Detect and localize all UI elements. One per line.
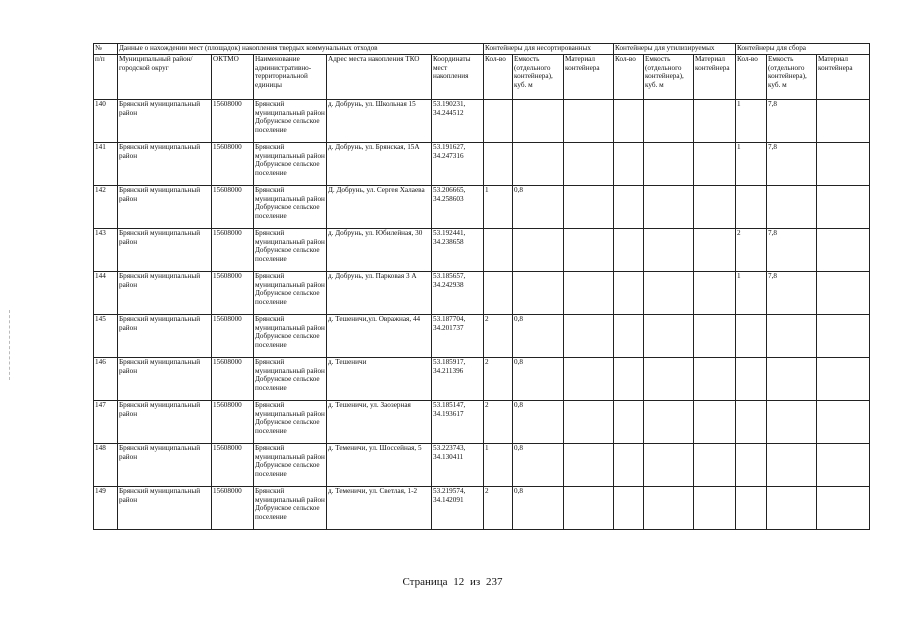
cell-admin-unit: Брянский муниципальный район Добрунское сельское поселение xyxy=(254,272,327,315)
cell-num: 144 xyxy=(94,272,118,315)
cell-coords: 53.192441, 34.238658 xyxy=(432,229,484,272)
cell-unsorted-capacity: 0,8 xyxy=(513,401,564,444)
cell-collect-capacity xyxy=(767,358,817,401)
header-district: Муниципальный район/городской округ xyxy=(118,55,212,100)
cell-recycle-count xyxy=(614,229,644,272)
cell-recycle-capacity xyxy=(644,487,694,530)
header-num: № xyxy=(94,44,118,55)
cell-recycle-count xyxy=(614,401,644,444)
cell-collect-material xyxy=(817,143,870,186)
header-oktmo: ОКТМО xyxy=(212,55,254,100)
cell-oktmo: 15608000 xyxy=(212,401,254,444)
cell-district: Брянский муниципальный район xyxy=(118,143,212,186)
cell-address: д. Тешеничи xyxy=(327,358,432,401)
cell-unsorted-material xyxy=(564,401,614,444)
cell-num: 147 xyxy=(94,401,118,444)
cell-recycle-material xyxy=(694,444,736,487)
cell-collect-material xyxy=(817,315,870,358)
header-admin-unit: Наименование административно-территориальной единицы xyxy=(254,55,327,100)
cell-recycle-count xyxy=(614,143,644,186)
cell-collect-material xyxy=(817,358,870,401)
header-collect-capacity: Емкость (отдельного контейнера), куб. м xyxy=(767,55,817,100)
header-collect-material: Материал контейнера xyxy=(817,55,870,100)
page-label: Страница xyxy=(402,576,448,588)
cell-unsorted-count xyxy=(484,143,513,186)
cell-collect-count xyxy=(736,401,767,444)
cell-coords: 53.206665, 34.258603 xyxy=(432,186,484,229)
cell-collect-capacity xyxy=(767,315,817,358)
cell-admin-unit: Брянский муниципальный район Добрунское сельское поселение xyxy=(254,315,327,358)
cell-address: д. Добрунь, ул. Парковая 3 А xyxy=(327,272,432,315)
cell-recycle-capacity xyxy=(644,272,694,315)
cell-unsorted-count: 2 xyxy=(484,401,513,444)
registry-table xyxy=(93,43,870,530)
cell-unsorted-count xyxy=(484,229,513,272)
cell-coords: 53.185147, 34.193617 xyxy=(432,401,484,444)
cell-district: Брянский муниципальный район xyxy=(118,487,212,530)
cell-address: д. Добрунь, ул. Школьная 15 xyxy=(327,100,432,143)
cell-admin-unit: Брянский муниципальный район Добрунское сельское поселение xyxy=(254,487,327,530)
cell-collect-capacity: 7,8 xyxy=(767,229,817,272)
table-row xyxy=(94,401,870,444)
cell-recycle-count xyxy=(614,186,644,229)
cell-recycle-count xyxy=(614,315,644,358)
cell-district: Брянский муниципальный район xyxy=(118,186,212,229)
cell-recycle-material xyxy=(694,358,736,401)
header-num-sub: п/п xyxy=(94,55,118,100)
cell-num: 140 xyxy=(94,100,118,143)
header-unsorted-capacity: Емкость (отдельного контейнера), куб. м xyxy=(513,55,564,100)
cell-collect-material xyxy=(817,272,870,315)
table-row xyxy=(94,315,870,358)
page-footer xyxy=(0,576,905,588)
cell-admin-unit: Брянский муниципальный район Добрунское сельское поселение xyxy=(254,229,327,272)
page-total: 237 xyxy=(486,576,503,588)
cell-recycle-count xyxy=(614,444,644,487)
cell-address: д. Тешеничи,ул. Овражная, 44 xyxy=(327,315,432,358)
cell-coords: 53.191627, 34.247316 xyxy=(432,143,484,186)
header-collect-count: Кол-во xyxy=(736,55,767,100)
header-row-columns xyxy=(94,55,870,100)
cell-recycle-count xyxy=(614,487,644,530)
cell-recycle-capacity xyxy=(644,100,694,143)
cell-admin-unit: Брянский муниципальный район Добрунское сельское поселение xyxy=(254,143,327,186)
cell-recycle-material xyxy=(694,100,736,143)
cell-unsorted-capacity: 0,8 xyxy=(513,444,564,487)
cell-oktmo: 15608000 xyxy=(212,100,254,143)
header-address: Адрес места накопления ТКО xyxy=(327,55,432,100)
cell-collect-capacity: 7,8 xyxy=(767,100,817,143)
cell-unsorted-count: 2 xyxy=(484,358,513,401)
cell-collect-capacity xyxy=(767,487,817,530)
cell-district: Брянский муниципальный район xyxy=(118,229,212,272)
cell-num: 148 xyxy=(94,444,118,487)
cell-admin-unit: Брянский муниципальный район Добрунское сельское поселение xyxy=(254,358,327,401)
table-row xyxy=(94,358,870,401)
cell-recycle-capacity xyxy=(644,444,694,487)
cell-address: д. Теменичи, ул. Светлая, 1-2 xyxy=(327,487,432,530)
cell-unsorted-material xyxy=(564,487,614,530)
cell-recycle-count xyxy=(614,272,644,315)
cell-collect-material xyxy=(817,100,870,143)
cell-district: Брянский муниципальный район xyxy=(118,315,212,358)
cell-address: Д. Добрунь, ул. Сергея Халаева xyxy=(327,186,432,229)
cell-oktmo: 15608000 xyxy=(212,229,254,272)
cell-unsorted-capacity: 0,8 xyxy=(513,487,564,530)
cell-collect-material xyxy=(817,444,870,487)
cell-recycle-capacity xyxy=(644,229,694,272)
cell-admin-unit: Брянский муниципальный район Добрунское сельское поселение xyxy=(254,444,327,487)
cell-address: д. Добрунь, ул. Юбилейная, 30 xyxy=(327,229,432,272)
table-row xyxy=(94,143,870,186)
cell-collect-material xyxy=(817,186,870,229)
header-recycle-count: Кол-во xyxy=(614,55,644,100)
cell-unsorted-material xyxy=(564,444,614,487)
cell-coords: 53.219574, 34.142091 xyxy=(432,487,484,530)
cell-unsorted-material xyxy=(564,100,614,143)
cell-recycle-capacity xyxy=(644,401,694,444)
cell-unsorted-capacity xyxy=(513,229,564,272)
table-row xyxy=(94,100,870,143)
table-row xyxy=(94,487,870,530)
cell-recycle-material xyxy=(694,143,736,186)
cell-unsorted-count: 2 xyxy=(484,315,513,358)
cell-recycle-capacity xyxy=(644,186,694,229)
cell-unsorted-count: 2 xyxy=(484,487,513,530)
cell-num: 141 xyxy=(94,143,118,186)
cell-recycle-count xyxy=(614,100,644,143)
cell-collect-count xyxy=(736,358,767,401)
cell-unsorted-capacity xyxy=(513,100,564,143)
cell-recycle-material xyxy=(694,401,736,444)
cell-collect-count xyxy=(736,186,767,229)
cell-unsorted-capacity xyxy=(513,272,564,315)
cell-recycle-material xyxy=(694,487,736,530)
cell-collect-count: 2 xyxy=(736,229,767,272)
cell-oktmo: 15608000 xyxy=(212,186,254,229)
header-row-groups xyxy=(94,44,870,55)
cell-num: 149 xyxy=(94,487,118,530)
cell-unsorted-material xyxy=(564,143,614,186)
cell-collect-count xyxy=(736,444,767,487)
cell-unsorted-material xyxy=(564,315,614,358)
header-coords: Координаты мест накопления xyxy=(432,55,484,100)
cell-oktmo: 15608000 xyxy=(212,358,254,401)
table-row xyxy=(94,272,870,315)
header-group-recycle: Контейнеры для утилизируемых xyxy=(614,44,736,55)
header-recycle-capacity: Емкость (отдельного контейнера), куб. м xyxy=(644,55,694,100)
cell-unsorted-capacity xyxy=(513,143,564,186)
cell-admin-unit: Брянский муниципальный район Добрунское сельское поселение xyxy=(254,401,327,444)
cell-recycle-capacity xyxy=(644,315,694,358)
cell-recycle-material xyxy=(694,315,736,358)
cell-coords: 53.185917, 34.211396 xyxy=(432,358,484,401)
cell-address: д. Теменичи, ул. Шоссейная, 5 xyxy=(327,444,432,487)
cell-district: Брянский муниципальный район xyxy=(118,272,212,315)
margin-marks xyxy=(9,310,11,380)
cell-recycle-capacity xyxy=(644,143,694,186)
cell-collect-capacity xyxy=(767,444,817,487)
cell-collect-count: 1 xyxy=(736,272,767,315)
cell-recycle-material xyxy=(694,272,736,315)
cell-admin-unit: Брянский муниципальный район Добрунское сельское поселение xyxy=(254,186,327,229)
cell-unsorted-count xyxy=(484,272,513,315)
cell-unsorted-capacity: 0,8 xyxy=(513,186,564,229)
cell-unsorted-capacity: 0,8 xyxy=(513,315,564,358)
cell-num: 146 xyxy=(94,358,118,401)
cell-collect-count xyxy=(736,487,767,530)
cell-oktmo: 15608000 xyxy=(212,272,254,315)
cell-address: д. Тешеничи, ул. Заозерная xyxy=(327,401,432,444)
cell-recycle-capacity xyxy=(644,358,694,401)
cell-oktmo: 15608000 xyxy=(212,487,254,530)
header-unsorted-count: Кол-во xyxy=(484,55,513,100)
cell-collect-count xyxy=(736,315,767,358)
cell-district: Брянский муниципальный район xyxy=(118,100,212,143)
cell-coords: 53.223743, 34.130411 xyxy=(432,444,484,487)
cell-collect-capacity: 7,8 xyxy=(767,272,817,315)
cell-coords: 53.187704, 34.201737 xyxy=(432,315,484,358)
cell-oktmo: 15608000 xyxy=(212,143,254,186)
cell-collect-material xyxy=(817,229,870,272)
header-unsorted-material: Материал контейнера xyxy=(564,55,614,100)
header-group-unsorted: Контейнеры для несортированных xyxy=(484,44,614,55)
cell-unsorted-count xyxy=(484,100,513,143)
cell-unsorted-material xyxy=(564,229,614,272)
header-group-collect: Контейнеры для сбора xyxy=(736,44,870,55)
page-of: из xyxy=(470,576,481,588)
cell-oktmo: 15608000 xyxy=(212,444,254,487)
cell-admin-unit: Брянский муниципальный район Добрунское сельское поселение xyxy=(254,100,327,143)
table-row xyxy=(94,444,870,487)
cell-recycle-material xyxy=(694,186,736,229)
cell-collect-count: 1 xyxy=(736,100,767,143)
header-recycle-material: Материал контейнера xyxy=(694,55,736,100)
cell-num: 145 xyxy=(94,315,118,358)
cell-coords: 53.190231, 34.244512 xyxy=(432,100,484,143)
table-row xyxy=(94,186,870,229)
cell-collect-material xyxy=(817,487,870,530)
cell-district: Брянский муниципальный район xyxy=(118,358,212,401)
cell-recycle-material xyxy=(694,229,736,272)
cell-district: Брянский муниципальный район xyxy=(118,444,212,487)
cell-collect-capacity xyxy=(767,401,817,444)
cell-district: Брянский муниципальный район xyxy=(118,401,212,444)
cell-unsorted-count: 1 xyxy=(484,444,513,487)
cell-unsorted-material xyxy=(564,358,614,401)
cell-unsorted-capacity: 0,8 xyxy=(513,358,564,401)
page-number: 12 xyxy=(453,576,465,588)
cell-collect-count: 1 xyxy=(736,143,767,186)
cell-address: д. Добрунь, ул. Брянская, 15А xyxy=(327,143,432,186)
cell-unsorted-count: 1 xyxy=(484,186,513,229)
cell-oktmo: 15608000 xyxy=(212,315,254,358)
cell-collect-capacity xyxy=(767,186,817,229)
header-group-location: Данные о нахождении мест (площадок) накопления твердых коммунальных отходов xyxy=(118,44,484,55)
cell-collect-material xyxy=(817,401,870,444)
cell-num: 143 xyxy=(94,229,118,272)
cell-collect-capacity: 7,8 xyxy=(767,143,817,186)
cell-unsorted-material xyxy=(564,272,614,315)
cell-unsorted-material xyxy=(564,186,614,229)
table-row xyxy=(94,229,870,272)
cell-recycle-count xyxy=(614,358,644,401)
cell-coords: 53.185657, 34.242938 xyxy=(432,272,484,315)
cell-num: 142 xyxy=(94,186,118,229)
